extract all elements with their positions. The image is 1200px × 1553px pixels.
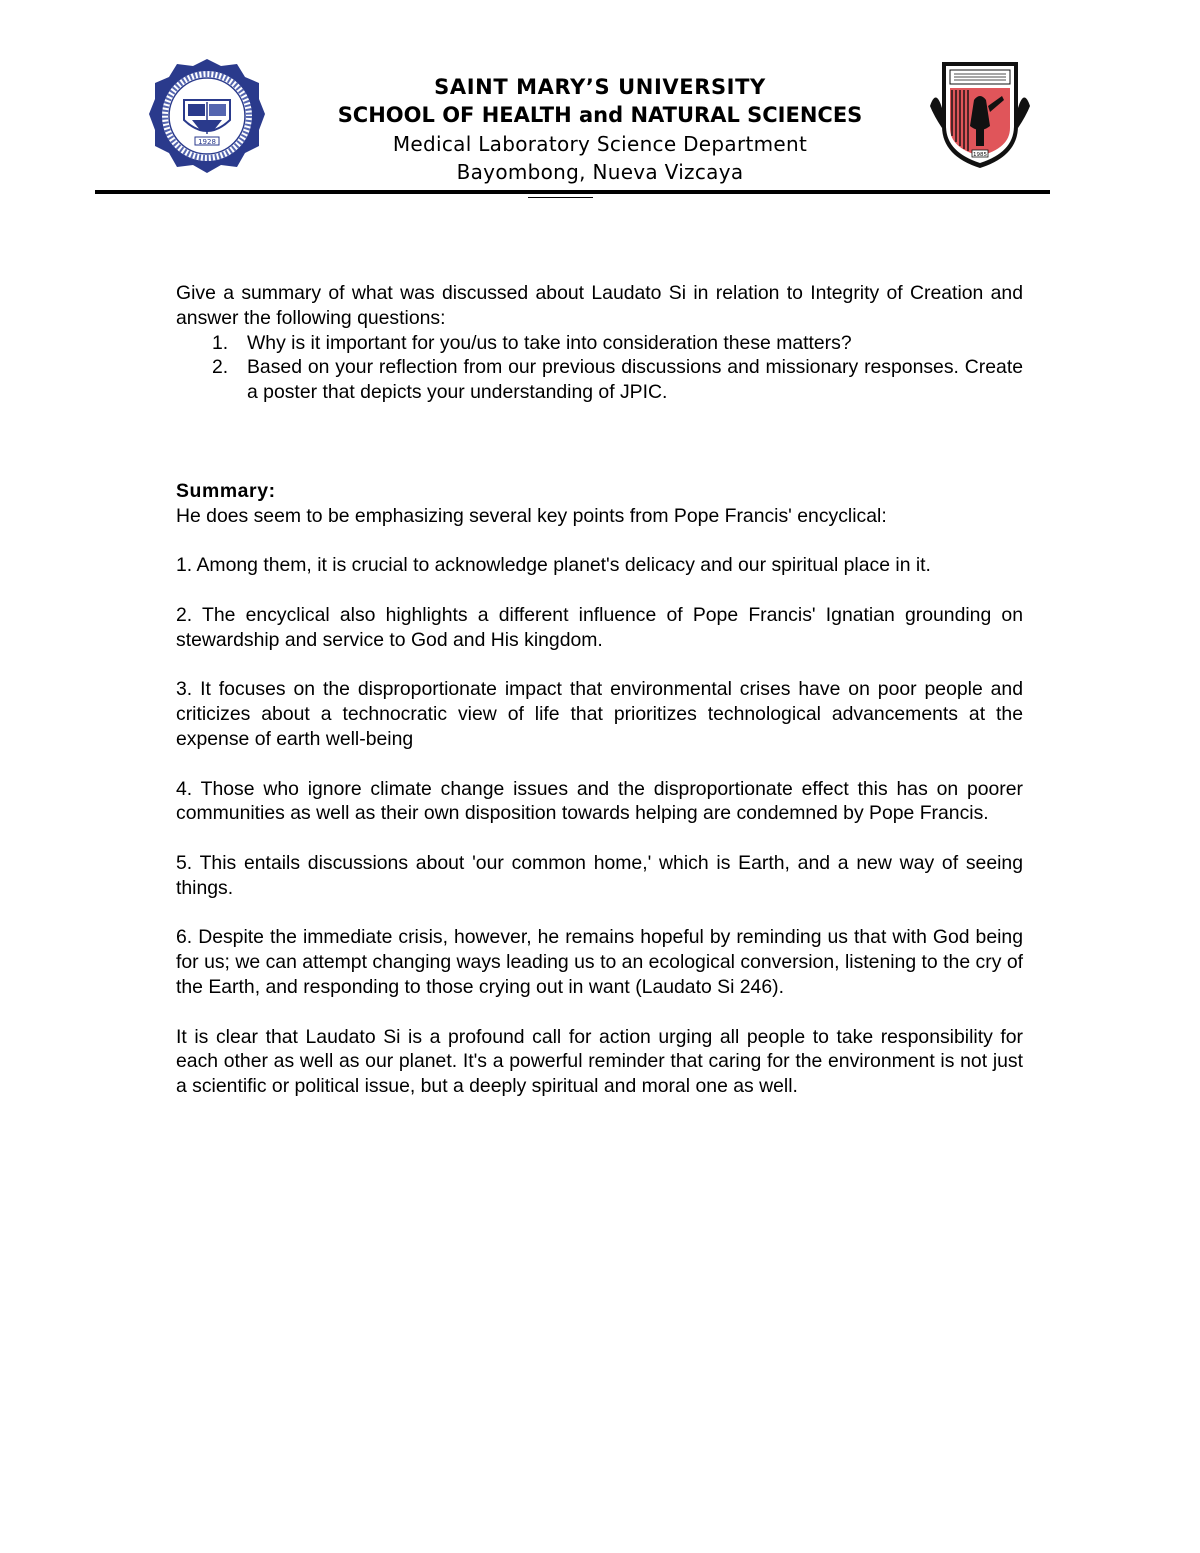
- university-name: SAINT MARY’S UNIVERSITY: [434, 75, 766, 99]
- summary-point: 2. The encyclical also highlights a different influence of Pope Francis' Ignatian grounding on stewardship and service to God and His kingdom.: [176, 603, 1023, 651]
- summary-point: 5. This entails discussions about 'our common home,' which is Earth, and a new way of seeing things.: [176, 851, 1023, 899]
- header-divider-accent: [528, 197, 593, 198]
- letterhead-text: [290, 74, 910, 186]
- question-text: Why is it important for you/us to take into consideration these matters?: [247, 331, 852, 354]
- summary-conclusion: It is clear that Laudato Si is a profound call for action urging all people to take responsibility for each other as well as our planet. It's a powerful reminder that caring for the environment is not just a scientific or political issue, but a deeply spiritual and moral one as well.: [176, 1025, 1023, 1098]
- document-body: [176, 281, 1023, 1099]
- assignment-prompt: Give a summary of what was discussed about Laudato Si in relation to Integrity of Creation and answer the following questions:: [176, 282, 1023, 329]
- question-item: [176, 355, 1023, 405]
- summary-point: 4. Those who ignore climate change issues and the disproportionate effect this has on poorer communities as well as their own disposition towards helping are condemned by Pope Francis.: [176, 777, 1023, 825]
- summary-heading: Summary:: [176, 479, 276, 502]
- summary-intro: He does seem to be emphasizing several key points from Pope Francis' encyclical:: [176, 504, 887, 527]
- question-text: Based on your reflection from our previous discussions and missionary responses. Create a poster that depicts your understanding of JPIC.: [247, 356, 1023, 404]
- department-name: Medical Laboratory Science Department: [392, 132, 808, 156]
- university-seal-icon: [148, 58, 266, 174]
- header-divider: [95, 190, 1050, 194]
- summary-point: 1. Among them, it is crucial to acknowledge planet's delicacy and our spiritual place in it.: [176, 554, 931, 577]
- question-number: 2.: [212, 356, 229, 379]
- summary-point: 3. It focuses on the disproportionate impact that environmental crises have on poor people and criticizes about a technocratic view of life that prioritizes technological advancements at the expense of earth well-being: [176, 678, 1023, 750]
- location: Bayombong, Nueva Vizcaya: [456, 160, 744, 184]
- department-shield-icon: [930, 56, 1030, 170]
- question-number: 1.: [212, 331, 229, 354]
- svg-text:1985: 1985: [973, 152, 987, 158]
- school-name: SCHOOL OF HEALTH and NATURAL SCIENCES: [337, 103, 863, 127]
- question-item: [176, 331, 1023, 356]
- letterhead: [0, 0, 1200, 205]
- svg-text:1928: 1928: [198, 138, 216, 146]
- question-list: [176, 331, 1023, 405]
- summary-point: 6. Despite the immediate crisis, however, he remains hopeful by reminding us that with God being for us; we can attempt changing ways leading us to an ecological conversion, listening to the cry of the Earth, and responding to those crying out in want (Laudato Si 246).: [176, 926, 1023, 998]
